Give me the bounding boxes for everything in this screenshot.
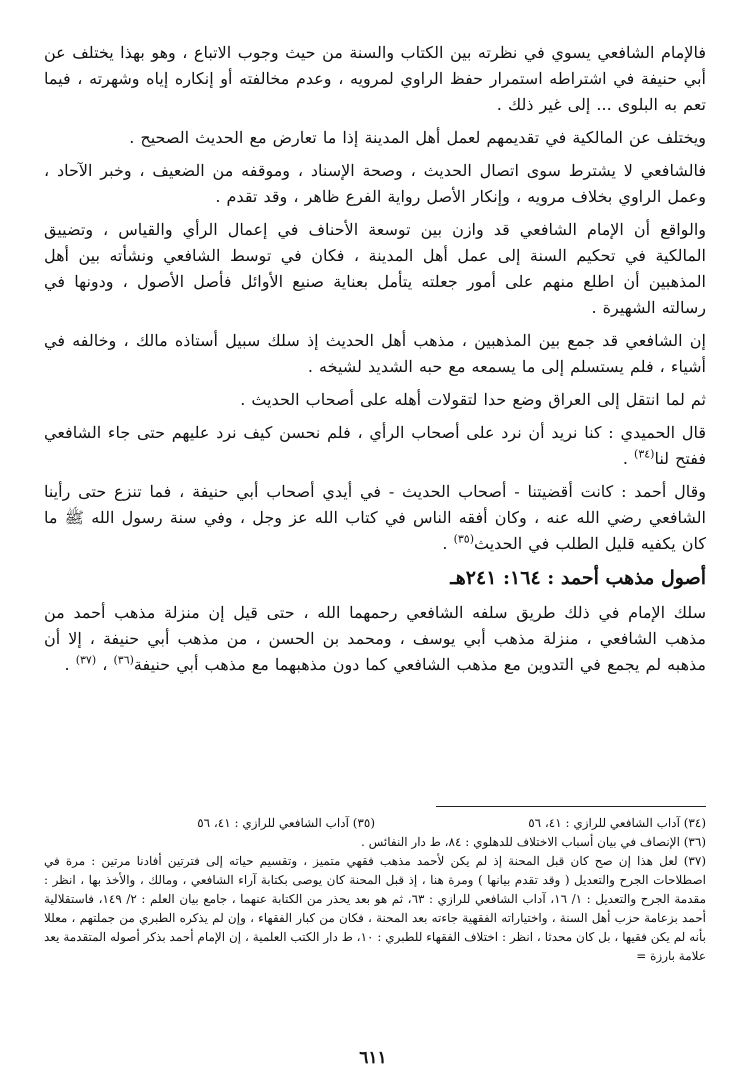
footnote-37: (٣٧) لعل هذا إن صح كان قبل المحنة إذ لم يكن لأحمد مذهب فقهي متميز ، وتقسيم حياته إلى فترتين أفادنا مرتين : مرة في اصطلاحات الجرح والتعديل ( وقد تقدم بيانها ) ومرة هنا ، إذ قبل المحنة كان يوصى بكتابة آراء الشافعي ، ومالك ، والأخذ بها ، انظر : مقدمة الجرح والتعديل : ١/ ١٦، آداب الشافعي للرازي : ٦٣، ثم هو بعد يحذر من الكتابة عنهما ، جامع بيان العلم : ٢/ ١٤٩، فاستقلالية أحمد بزعامة حزب أهل السنة ، واختياراته الفقهية جاءته بعد المحنة ، فكان من كبار الفقهاء ، وإن لم يذكره الطبري من جملتهم ، معللا بأنه لم يكن فقيها ، بل كان محدثا ، انظر : اختلاف الفقهاء للطبري : ١٠، ط دار الكتب العلمية ، إن الإمام أحمد بذكر أصوله المتقدمة يعد علامة بارزة = [44,854,707,963]
paragraph-9 [44,600,706,678]
footnote-row-34-35 [44,814,706,833]
footnote-36: (٣٦) الإنصاف في بيان أسباب الاختلاف للدهلوي : ٨٤، ط دار النفائس . [361,835,706,849]
paragraph-8-text: وقال أحمد : كانت أقضيتنا - أصحاب الحديث - في أيدي أصحاب أبي حنيفة ، فما تنزع حتى رأينا الشافعي رضي الله عنه ، وكان أفقه الناس في كتاب الله عز وجل ، وفي سنة رسول الله ﷺ ما كان يكفيه قليل الطلب في الحديث [44,482,706,553]
paragraph-7 [44,420,706,472]
section-heading: أصول مذهب أحمد : ١٦٤: ٢٤١هـ [450,567,706,589]
paragraph-8 [44,479,706,557]
paragraph-8-end: . [442,534,454,553]
paragraph-6: ثم لما انتقل إلى العراق وضع حدا لتقولات أهله على أصحاب الحديث . [240,390,706,409]
paragraph-3: فالشافعي لا يشترط سوى اتصال الحديث ، وصحة الإسناد ، وموقفه من الضعيف ، وخبر الآحاد ، وعمل الراوي بخلاف مرويه ، وإنكار الأصل رواية الفرع ظاهر ، وقد تقدم . [44,161,706,206]
paragraph-9-end: . [64,655,76,674]
paragraph-7-text: قال الحميدي : كنا نريد أن نرد على أصحاب الرأي ، فلم نحسن كيف نرد عليهم حتى جاء الشافعي ففتح لنا [44,423,706,468]
footnotes [44,814,706,966]
footnote-ref-34[interactable]: (٣٤) [634,447,655,461]
paragraph-2: ويختلف عن المالكية في تقديمهم لعمل أهل المدينة إذا ما تعارض مع الحديث الصحيح . [129,128,706,147]
main-text [44,40,706,685]
paragraph-5: إن الشافعي قد جمع بين المذهبين ، مذهب أهل الحديث إذ سلك سبيل أستاذه مالك ، وخالفه في أشياء ، فلم يستسلم إلى ما يسمعه مع حبه الشديد لشيخه . [44,331,706,376]
page-number: ٦١١ [359,1048,387,1068]
paragraph-7-end: . [622,449,635,468]
footnote-separator [436,806,706,807]
footnote-34: (٣٤) آداب الشافعي للرازي : ٤١، ٥٦ [528,816,706,830]
paragraph-9-mid: ، [96,655,114,674]
paragraph-1: فالإمام الشافعي يسوي في نظرته بين الكتاب والسنة من حيث وجوب الاتباع ، وهو بهذا يختلف عن أبي حنيفة في اشتراطه استمرار حفظ الراوي لمرويه ، وعدم مخالفته أو إنكاره إياه وشهرته ، فيما تعم به البلوى ... إلى غير ذلك . [44,43,706,114]
paragraph-9-text: سلك الإمام في ذلك طريق سلفه الشافعي رحمهما الله ، حتى قيل إن منزلة مذهب أحمد من مذهب الشافعي ، منزلة مذهب أبي يوسف ، ومحمد بن الحسن ، من مذهب أبي حنيفة ، إلا أن مذهبه لم يجمع في التدوين مع مذهب الشافعي كما دون مذهبهما مع مذهب أبي حنيفة [44,603,706,674]
footnote-35: (٣٥) آداب الشافعي للرازي : ٤١، ٥٦ [197,816,375,830]
footnote-ref-36[interactable]: (٣٦) [113,653,134,667]
paragraph-4: والواقع أن الإمام الشافعي قد وازن بين توسعة الأحناف في إعمال الرأي والقياس ، وتضييق المالكية في تحكيم السنة إلى عمل أهل المدينة ، فكان في توسط الشافعي ونشأته بين أهل المذهبين أن اطلع منهم على أمور جعلته يتأمل بعناية صنيع الأوائل فأصل الأصول ، ودونها في رسالته الشهيرة . [44,220,706,317]
footnote-ref-37[interactable]: (٣٧) [75,653,97,667]
footnote-ref-35[interactable]: (٣٥) [453,532,474,546]
